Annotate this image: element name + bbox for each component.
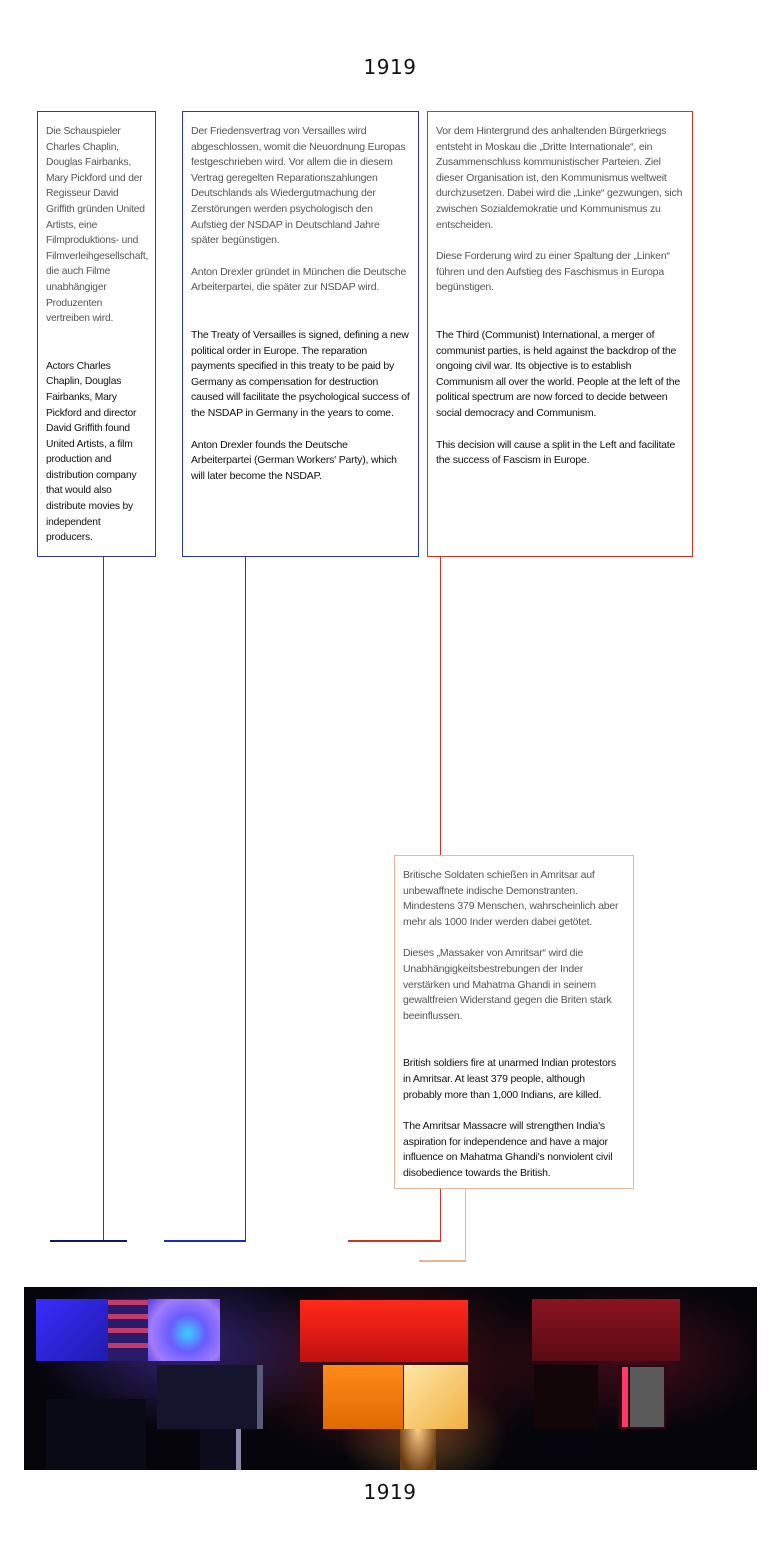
timeline-marker-versailles <box>164 1240 246 1242</box>
event-text-de: Britische Soldaten schießen in Amritsar auf unbewaffnete indische Demonstranten. Mindestens 379 Menschen, wahrscheinlich aber mehr als 1000 Inder werden dabei getötet. <box>403 869 619 928</box>
connector-line-comintern <box>440 557 441 855</box>
event-card-amritsar <box>394 855 634 1189</box>
event-text-en: The Treaty of Versailles is signed, defining a new political order in Europe. The reparation payments specified in this treaty to be paid by Germany as compensation for destruction caused will facilitate the psychological success of the NSDAP in Germany in the years to come. <box>191 328 410 419</box>
event-card-comintern <box>427 111 693 557</box>
connector-line-amritsar <box>465 1189 466 1261</box>
event-text-en: The Amritsar Massacre will strengthen India's aspiration for independence and have a major influence on Mahatma Ghandi's nonviolent civil disobedience towards the British. <box>403 1120 613 1179</box>
event-card-united-artists <box>37 111 156 557</box>
timeline-visualization <box>24 1287 757 1470</box>
event-text-de: Der Friedensvertrag von Versailles wird abgeschlossen, womit die Neuordnung Europas festgeschrieben wird. Vor allem die in diesem Vertrag geregelten Reparationszahlungen Deutschlands als Wiedergutmachung der Zerstörungen werden psychologisch den Aufstieg der NSDAP in Deutschland Jahre später begünstigen. <box>191 125 406 247</box>
footer-year: 1919 <box>363 1480 417 1504</box>
timeline-marker-comintern <box>348 1240 441 1242</box>
page-title-year: 1919 <box>363 55 417 79</box>
connector-line-comintern-lower <box>440 1189 441 1241</box>
event-text-de: Anton Drexler gründet in München die Deutsche Arbeiterpartei, die später zur NSDAP wird. <box>191 265 407 294</box>
timeline-marker-amritsar <box>419 1260 466 1262</box>
event-text-de: Die Schauspieler Charles Chaplin, Douglas Fairbanks, Mary Pickford und der Regisseur David Griffith gründen United Artists, eine Filmproduktions- und Filmverleihgesellschaft, die auch Filme unabhängiger Produzenten vertreiben wird. <box>46 126 149 325</box>
timeline-marker-united-artists <box>50 1240 127 1242</box>
event-text-en: British soldiers fire at unarmed Indian protestors in Amritsar. At least 379 people, although probably more than 1,000 Indians, are killed. <box>403 1057 616 1101</box>
event-text-en: This decision will cause a split in the Left and facilitate the success of Fascism in Europe. <box>436 438 676 467</box>
event-text-de: Diese Forderung wird zu einer Spaltung der „Linken“ führen und den Aufstieg des Faschismus in Europa begünstigen. <box>436 250 670 294</box>
event-text-de: Vor dem Hintergrund des anhaltenden Bürgerkriegs entsteht in Moskau die „Dritte Internationale“, ein Zusammenschluss kommunistischer Parteien. Ziel dieser Organisation ist, den Kommunismus weltweit durchzusetzen. Dabei wird die „Linke“ gezwungen, sich zwischen Sozialdemokratie und Kommunismus zu entscheiden. <box>436 125 683 231</box>
event-text-en: Anton Drexler founds the Deutsche Arbeiterpartei (German Workers' Party), which will later become the NSDAP. <box>191 438 397 482</box>
event-text-en: The Third (Communist) International, a merger of communist parties, is held against the backdrop of the ongoing civil war. Its objective is to establish Communism all over the world. People at the left of the political spectrum are now forced to decide between social democracy and Communism. <box>436 328 681 419</box>
connector-line-united-artists <box>103 557 104 1241</box>
event-card-versailles <box>182 111 419 557</box>
event-text-en: Actors Charles Chaplin, Douglas Fairbanks, Mary Pickford and director David Griffith found United Artists, a film production and distribution company that would also distribute movies by independent producers. <box>46 360 137 544</box>
connector-line-versailles <box>245 557 246 1241</box>
event-text-de: Dieses „Massaker von Amritsar“ wird die Unabhängigkeitsbestrebungen der Inder verstärken und Mahatma Ghandi in seinem gewaltfreien Widerstand gegen die Briten stark beeinflussen. <box>403 947 612 1022</box>
